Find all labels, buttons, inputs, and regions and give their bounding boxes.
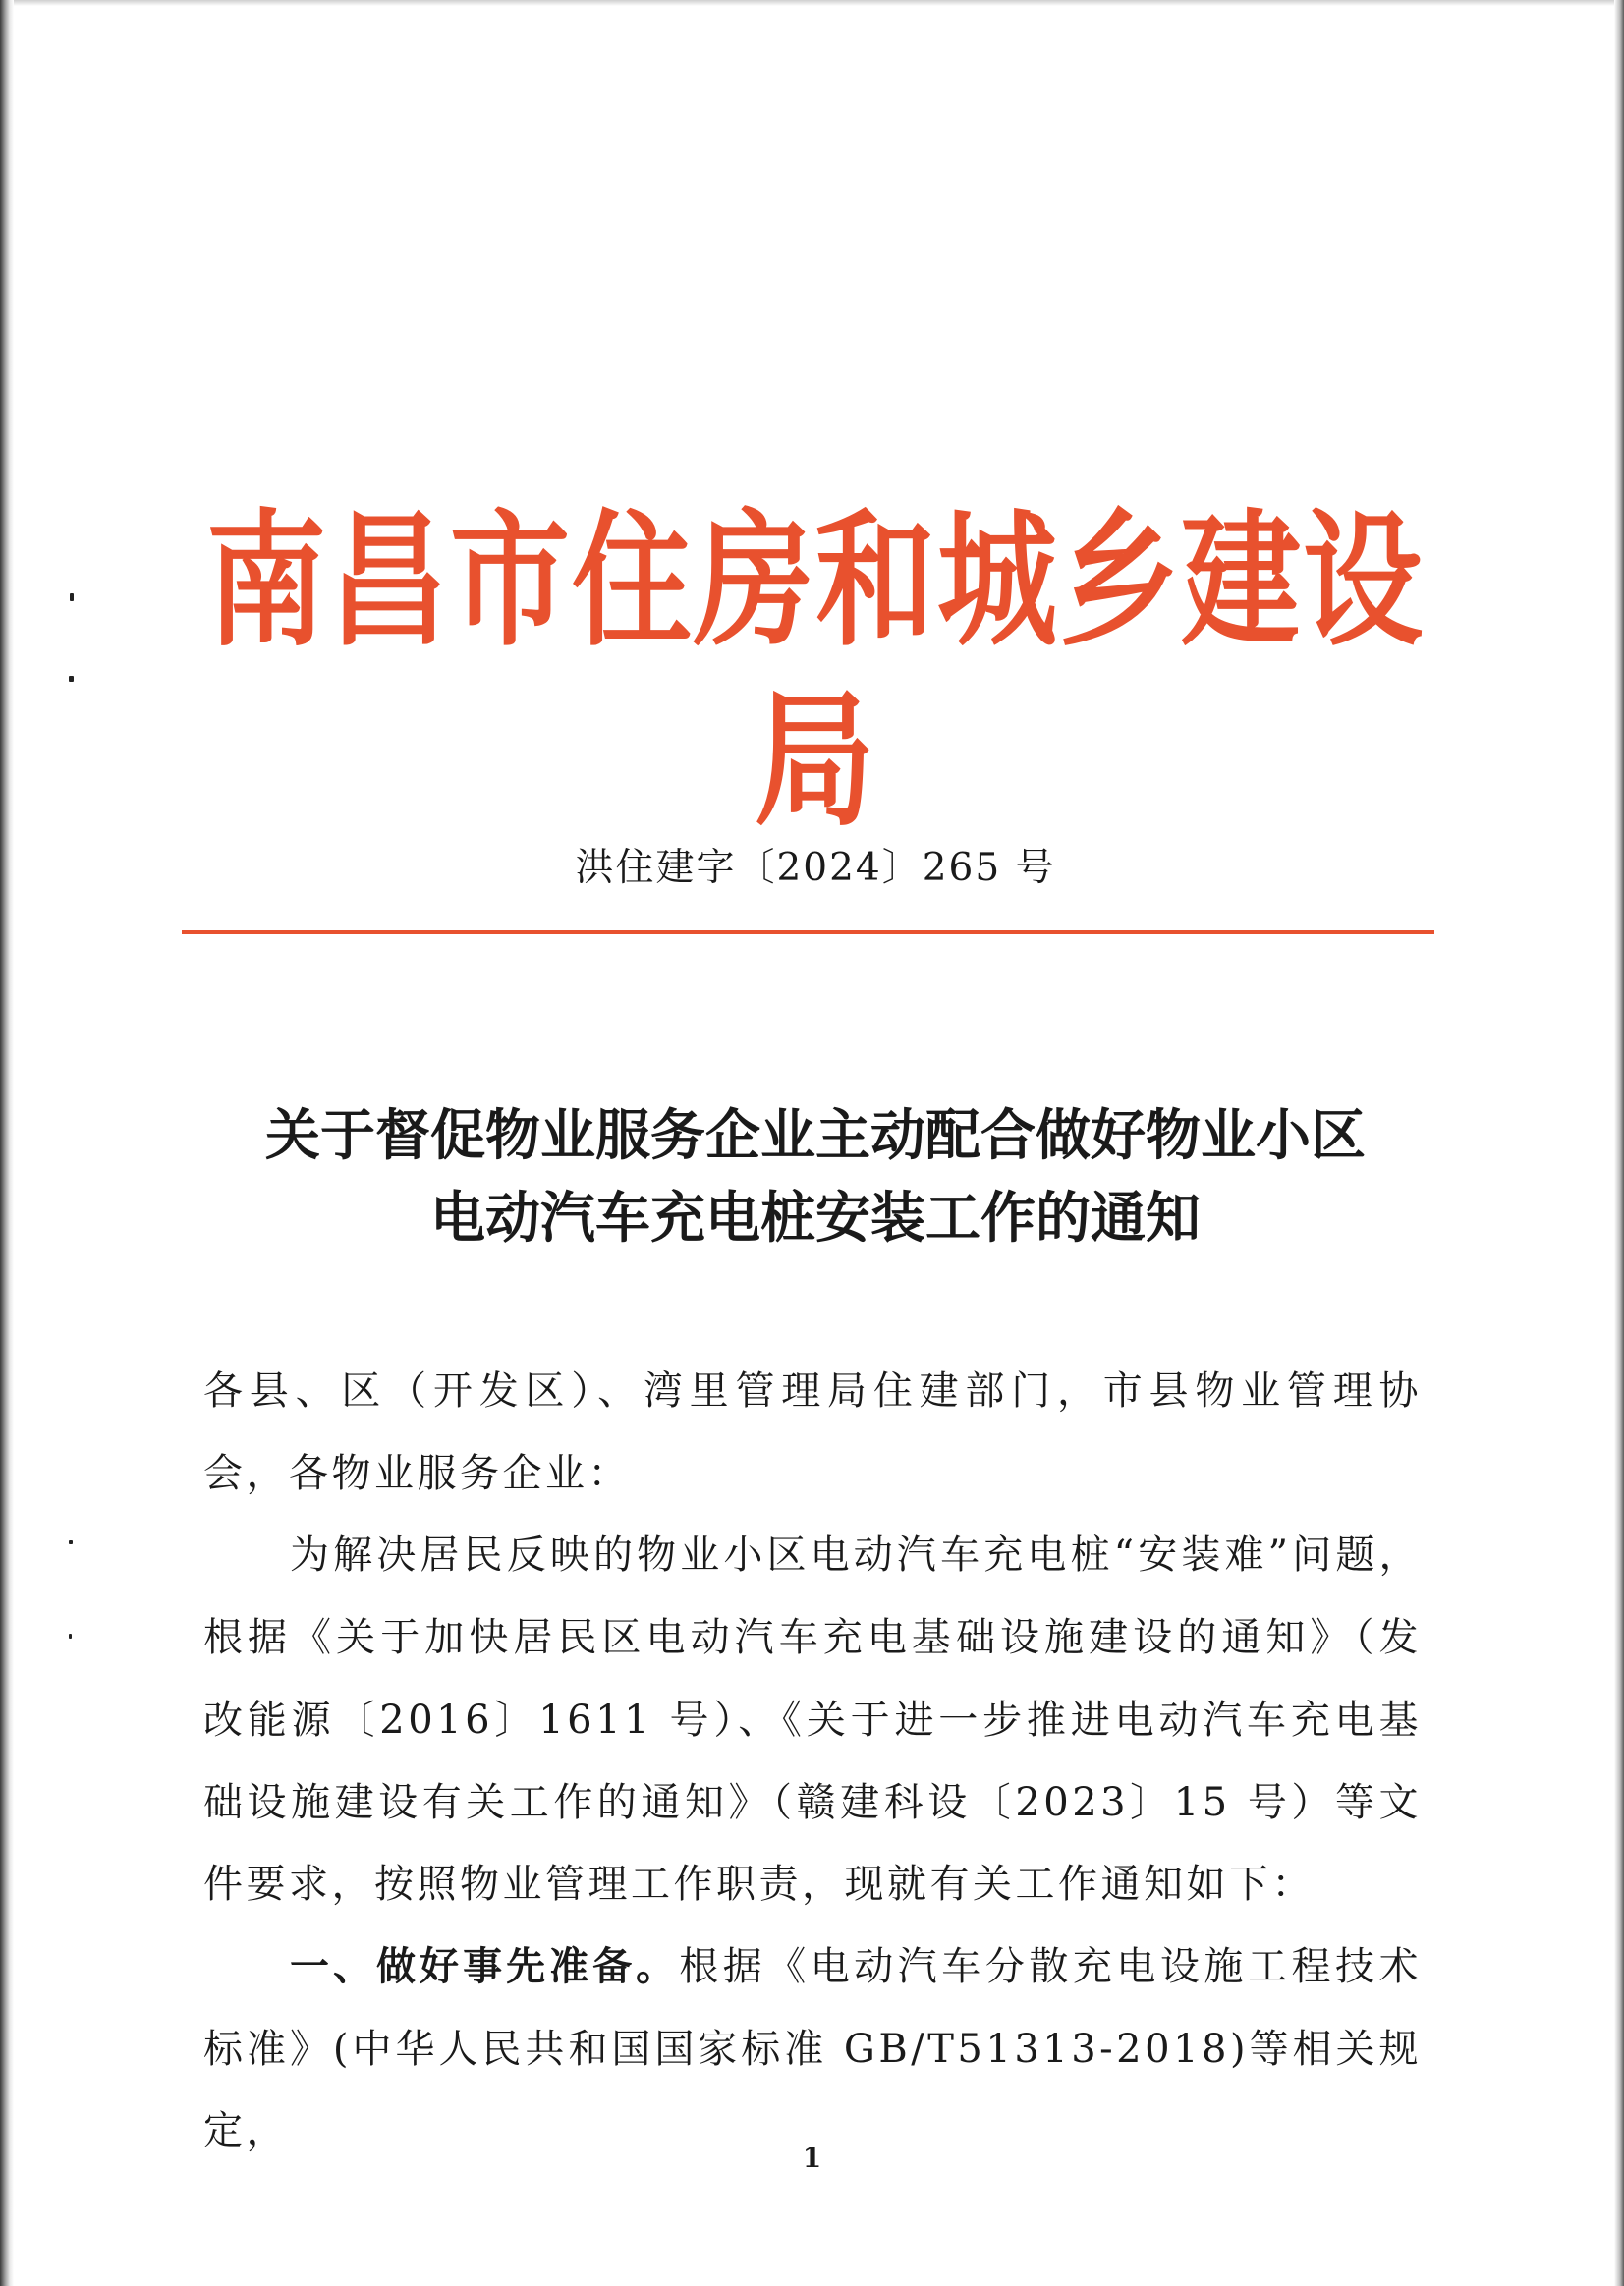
scan-speck [69,676,74,682]
scan-speck [69,1634,72,1639]
issuing-authority-masthead: 南昌市住房和城乡建设局 [206,495,1425,847]
scan-edge-left [0,0,14,2286]
red-separator-line [182,930,1434,934]
section-1-heading: 一、做好事先准备。 [290,1943,680,1989]
document-number: 洪住建字〔2024〕265 号 [575,846,1056,890]
section-1-paragraph [203,1926,1422,2173]
scan-edge-right [1614,0,1624,2286]
page-number: 1 [802,2142,822,2174]
scan-speck [70,593,74,601]
addressee: 各县、区（开发区）、湾里管理局住建部门，市县物业管理协会，各物业服务企业： [203,1368,1422,1496]
scan-edge-top [0,0,1624,6]
title-line-1: 关于督促物业服务企业主动配合做好物业小区 [265,1104,1366,1168]
scan-speck [69,1540,73,1544]
document-title [147,1095,1484,1260]
section-1-text: 根据《电动汽车分散充电设施工程技术标准》(中华人民共和国国家标准 GB/T51313-2018)等相关规定， [203,1943,1423,2154]
title-line-2: 电动汽车充电桩安装工作的通知 [430,1187,1201,1251]
paragraph-intro: 为解决居民反映的物业小区电动汽车充电桩“安装难”问题，根据《关于加快居民区电动汽车充电基础设施建设的通知》（发改能源〔2016〕1611 号）、《关于进一步推进电动汽车充电基础设施建设有关工作的通知》（赣建科设〔2023〕15 号）等文件要求，按照物业管理工作职责，现就有关工作通知如下： [203,1533,1422,1908]
document-body [203,1351,1422,2173]
